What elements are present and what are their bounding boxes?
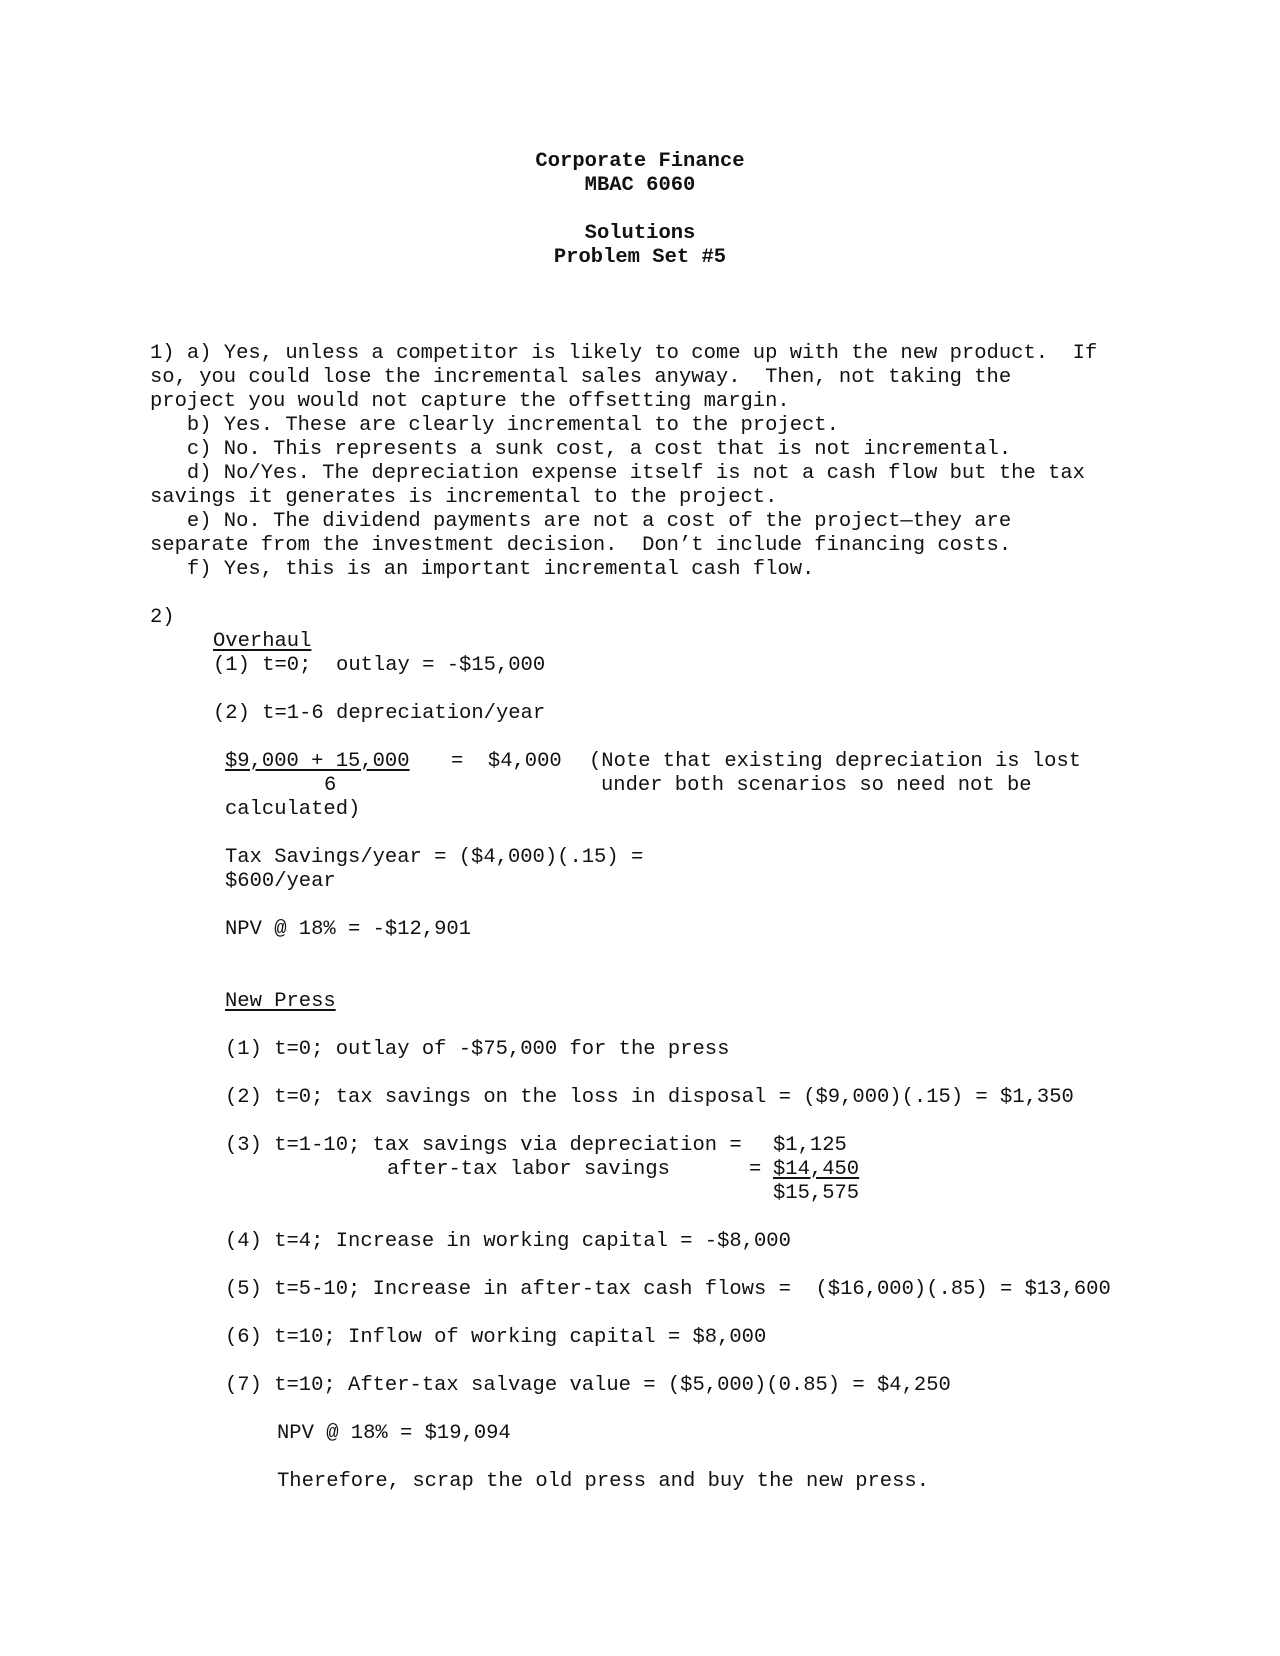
q1-e-line1: e) No. The dividend payments are not a cost of the project—they are xyxy=(150,510,1012,533)
new-press-step3-line1: (3) t=1-10; tax savings via depreciation = xyxy=(225,1134,742,1157)
q1-a-line3: project you would not capture the offsetting margin. xyxy=(150,390,790,413)
q1-d-line2: savings it generates is incremental to the project. xyxy=(150,486,778,509)
new-press-heading: New Press xyxy=(225,990,336,1013)
new-press-step3-line2: after-tax labor savings xyxy=(387,1158,670,1181)
new-press-step6: (6) t=10; Inflow of working capital = $8,000 xyxy=(225,1326,767,1349)
q1-a-line1: 1) a) Yes, unless a competitor is likely to come up with the new product. If xyxy=(150,342,1098,365)
course-code: MBAC 6060 xyxy=(584,174,696,197)
new-press-step3-value2: $14,450 xyxy=(773,1158,860,1181)
new-press-step7: (7) t=10; After-tax salvage value = ($5,000)(0.85) = $4,250 xyxy=(225,1374,951,1397)
new-press-step3-eq2: = xyxy=(749,1158,762,1181)
q1-b: b) Yes. These are clearly incremental to the project. xyxy=(150,414,839,437)
q2-number: 2) xyxy=(150,606,175,629)
q1-a-line2: so, you could lose the incremental sales anyway. Then, not taking the xyxy=(150,366,1012,389)
depreciation-result: = $4,000 xyxy=(451,750,562,773)
q1-e-line2: separate from the investment decision. Don’t include financing costs. xyxy=(150,534,1012,557)
new-press-step1: (1) t=0; outlay of -$75,000 for the press xyxy=(225,1038,730,1061)
problem-set-title: Problem Set #5 xyxy=(553,246,727,269)
new-press-npv: NPV @ 18% = $19,094 xyxy=(277,1422,511,1445)
depreciation-note-line1: (Note that existing depreciation is lost xyxy=(589,750,1082,773)
conclusion: Therefore, scrap the old press and buy the new press. xyxy=(277,1470,930,1493)
overhaul-step2: (2) t=1-6 depreciation/year xyxy=(213,702,546,725)
course-title: Corporate Finance xyxy=(535,150,745,173)
doc-type: Solutions xyxy=(584,222,696,245)
q1-c: c) No. This represents a sunk cost, a cost that is not incremental. xyxy=(150,438,1012,461)
depreciation-fraction-numerator: $9,000 + 15,000 xyxy=(225,750,410,773)
overhaul-step1: (1) t=0; outlay = -$15,000 xyxy=(213,654,546,677)
q1-d-line1: d) No/Yes. The depreciation expense itself is not a cash flow but the tax xyxy=(150,462,1085,485)
new-press-step3-value1: $1,125 xyxy=(773,1134,847,1157)
new-press-step4: (4) t=4; Increase in working capital = -$8,000 xyxy=(225,1230,791,1253)
overhaul-heading: Overhaul xyxy=(213,630,312,653)
tax-savings-line1: Tax Savings/year = ($4,000)(.15) = xyxy=(225,846,644,869)
new-press-step5: (5) t=5-10; Increase in after-tax cash flows = ($16,000)(.85) = $13,600 xyxy=(225,1278,1111,1301)
new-press-step2: (2) t=0; tax savings on the loss in disposal = ($9,000)(.15) = $1,350 xyxy=(225,1086,1074,1109)
tax-savings-line2: $600/year xyxy=(225,870,336,893)
depreciation-note-line3: calculated) xyxy=(225,798,361,821)
overhaul-npv: NPV @ 18% = -$12,901 xyxy=(225,918,472,941)
q1-f: f) Yes, this is an important incremental cash flow. xyxy=(150,558,815,581)
new-press-step3-total: $15,575 xyxy=(773,1182,860,1205)
depreciation-fraction-denominator: 6 xyxy=(324,774,337,797)
depreciation-note-line2: under both scenarios so need not be xyxy=(601,774,1032,797)
